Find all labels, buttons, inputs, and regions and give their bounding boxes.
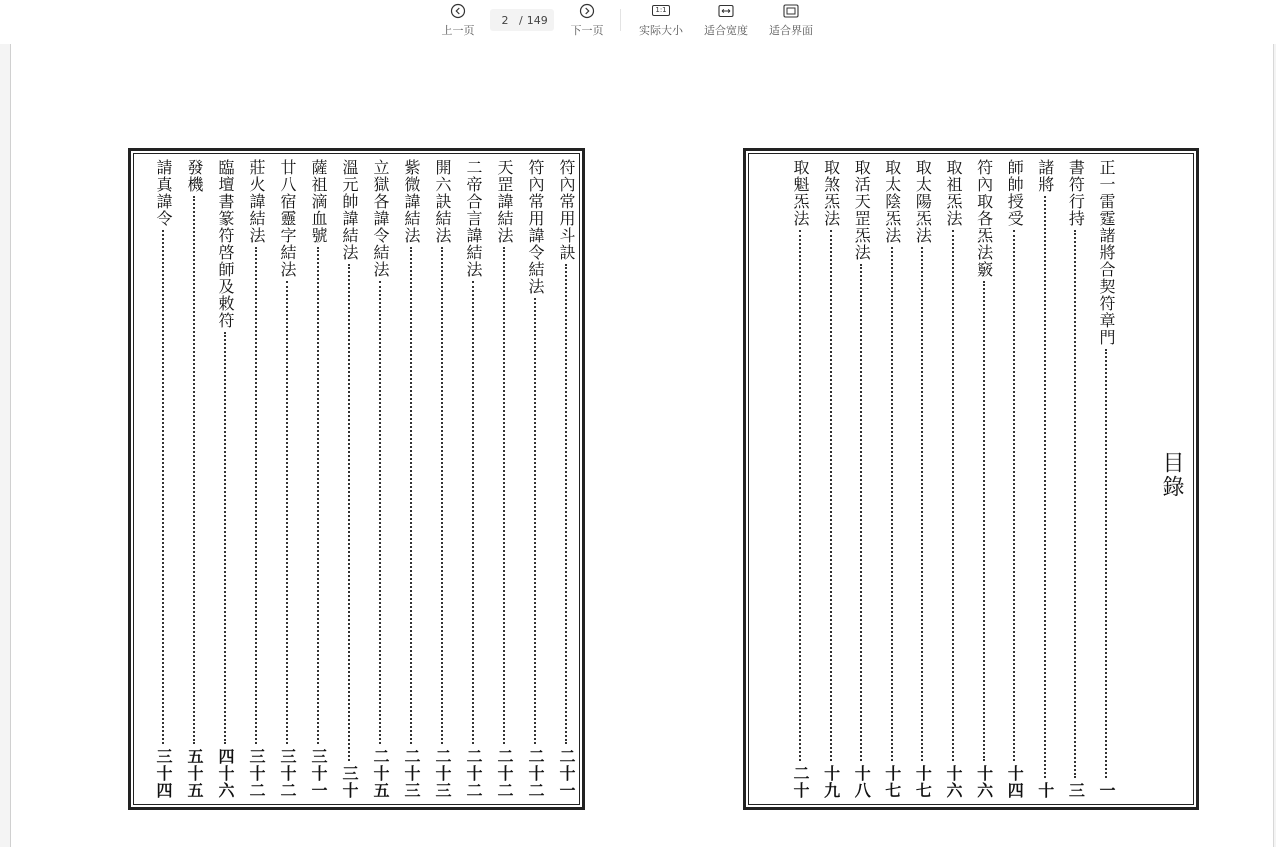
toc-entry — [999, 159, 1029, 799]
toc-entry-title: 取煞炁法 — [821, 159, 841, 227]
toc-entry-title: 取太陰炁法 — [882, 159, 902, 244]
toolbar-divider — [620, 9, 621, 31]
toc-entry-title: 師帥授受 — [1005, 159, 1025, 227]
dot-leader — [1105, 349, 1107, 778]
prev-page-button[interactable] — [438, 0, 478, 44]
toc-entry — [1091, 159, 1121, 799]
toc-entry-title: 書符行持 — [1066, 159, 1086, 227]
dot-leader — [1013, 230, 1015, 761]
toc-entry-title: 溫元帥諱結法 — [340, 159, 359, 261]
toc-entry — [458, 159, 488, 799]
dot-leader — [860, 264, 862, 761]
toc-entry-title: 取活天罡炁法 — [852, 159, 872, 261]
toc-entry-page-number: 二十二 — [495, 748, 514, 799]
toc-entry-page-number: 一 — [1097, 782, 1116, 799]
toc-entry-page-number: 二十二 — [526, 748, 545, 799]
dot-leader — [472, 281, 474, 744]
toc-entry-page-number: 十九 — [821, 765, 841, 799]
toc-entry — [396, 159, 426, 799]
toc-entry — [520, 159, 550, 799]
dot-leader — [441, 247, 443, 744]
toc-entry-page-number: 二十 — [791, 765, 810, 799]
toc-entry — [907, 159, 937, 799]
page-total: 149 — [526, 13, 548, 27]
toc-entry — [303, 159, 333, 799]
dot-leader — [162, 230, 164, 744]
toc-entry-page-number: 十八 — [852, 765, 872, 799]
dot-leader — [193, 196, 195, 744]
toc-entry-page-number: 三 — [1066, 782, 1086, 799]
dot-leader — [317, 247, 319, 744]
toc-entry-title: 符內取各炁法竅 — [974, 159, 994, 278]
toc-entry — [1030, 159, 1060, 799]
toc-entry-title: 符內常用斗訣 — [557, 159, 576, 261]
toc-entry — [365, 159, 395, 799]
page-number-input[interactable] — [494, 14, 516, 27]
toc-entry-page-number: 三十一 — [309, 748, 328, 799]
toc-entry-page-number: 三十二 — [278, 748, 297, 799]
actual-size-icon: 1:1 — [652, 2, 669, 19]
toc-entry — [1060, 159, 1090, 799]
dot-leader — [286, 281, 288, 744]
toc-entry-page-number: 十四 — [1005, 765, 1025, 799]
toc-entry — [148, 159, 178, 799]
toc-entry — [551, 159, 581, 799]
document-page — [10, 44, 1274, 847]
left-page-frame — [128, 148, 585, 810]
toc-entry-title: 立獄各諱令結法 — [371, 159, 390, 278]
toc-entry-title: 莊火諱結法 — [247, 159, 266, 244]
dot-leader — [1074, 230, 1076, 778]
toc-entry-page-number: 二十一 — [557, 748, 576, 799]
toc-entry-title: 廿八宿靈字結法 — [278, 159, 297, 278]
page-indicator — [490, 9, 554, 31]
toc-entry — [877, 159, 907, 799]
toc-entry — [846, 159, 876, 799]
chevron-left-circle-icon — [450, 2, 466, 19]
dot-leader — [891, 247, 893, 761]
toc-entry-title: 紫微諱結法 — [402, 159, 421, 244]
dot-leader — [921, 247, 923, 761]
dot-leader — [379, 281, 381, 744]
viewer-toolbar — [0, 0, 1276, 44]
toc-entry-title: 正一雷霆諸將合契符章門 — [1097, 159, 1116, 346]
toc-entry — [489, 159, 519, 799]
toc-entry — [179, 159, 209, 799]
toc-entry-page-number: 三十 — [340, 765, 359, 799]
prev-page-label: 上一页 — [441, 24, 475, 37]
toc-entry — [816, 159, 846, 799]
toc-entry-title: 開六訣結法 — [433, 159, 452, 244]
fit-page-icon — [783, 2, 799, 19]
fit-width-button[interactable] — [701, 0, 751, 44]
dot-leader — [255, 247, 257, 744]
toc-entry — [938, 159, 968, 799]
dot-leader — [503, 247, 505, 744]
fit-page-label: 适合界面 — [769, 24, 813, 37]
toc-entry-title: 取魁炁法 — [791, 159, 810, 227]
toc-entry-page-number: 十六 — [974, 765, 994, 799]
toc-entry-page-number: 三十二 — [247, 748, 266, 799]
next-page-button[interactable] — [567, 0, 607, 44]
toc-entry-page-number: 五十五 — [185, 748, 204, 799]
dot-leader — [983, 281, 985, 761]
toc-entry-title: 二帝合言諱結法 — [464, 159, 483, 278]
next-page-label: 下一页 — [570, 24, 604, 37]
right-page-frame — [743, 148, 1199, 810]
toc-entry-page-number: 二十二 — [464, 748, 483, 799]
toc-entry-title: 取太陽炁法 — [913, 159, 933, 244]
toc-entry — [969, 159, 999, 799]
toc-entry — [272, 159, 302, 799]
toc-entry-title: 符內常用諱令結法 — [526, 159, 545, 295]
toc-entry-page-number: 二十三 — [433, 748, 452, 799]
chevron-right-circle-icon — [579, 2, 595, 19]
toc-entry-title: 取祖炁法 — [944, 159, 963, 227]
toc-title: 目錄 — [1159, 451, 1184, 499]
actual-size-label: 实际大小 — [639, 24, 683, 37]
toc-entry — [334, 159, 364, 799]
document-viewer[interactable] — [0, 44, 1276, 847]
toc-entry-page-number: 二十五 — [371, 748, 390, 799]
toc-entry — [210, 159, 240, 799]
toc-entry — [427, 159, 457, 799]
toc-entry — [241, 159, 271, 799]
fit-width-icon — [718, 2, 734, 19]
toc-entry — [785, 159, 815, 799]
toc-entry-title: 請真諱令 — [154, 159, 173, 227]
dot-leader — [348, 264, 350, 761]
toc-entry-page-number: 二十三 — [402, 748, 421, 799]
toc-entry-page-number: 十七 — [913, 765, 933, 799]
toc-entry-title: 發機 — [185, 159, 204, 193]
dot-leader — [410, 247, 412, 744]
dot-leader — [1044, 196, 1046, 778]
toc-entry-page-number: 十六 — [944, 765, 963, 799]
toc-entry-page-number: 十七 — [882, 765, 902, 799]
dot-leader — [799, 230, 801, 761]
toc-entry-page-number: 三十四 — [154, 748, 173, 799]
toc-entry-page-number: 四十六 — [216, 748, 235, 799]
toc-entry-title: 天罡諱結法 — [495, 159, 514, 244]
dot-leader — [534, 298, 536, 744]
dot-leader — [224, 332, 226, 744]
toc-entry-title: 薩祖滴血號 — [309, 159, 328, 244]
dot-leader — [952, 230, 954, 761]
dot-leader — [565, 264, 567, 744]
actual-size-button[interactable] — [636, 0, 686, 44]
toc-entry-title: 諸將 — [1035, 159, 1055, 193]
fit-width-label: 适合宽度 — [704, 24, 748, 37]
dot-leader — [830, 230, 832, 761]
toc-entry-page-number: 十 — [1035, 782, 1055, 799]
page-separator: / — [519, 13, 523, 27]
fit-page-button[interactable] — [766, 0, 816, 44]
toc-entry-title: 臨壇書篆符啓師及敕符 — [216, 159, 235, 329]
